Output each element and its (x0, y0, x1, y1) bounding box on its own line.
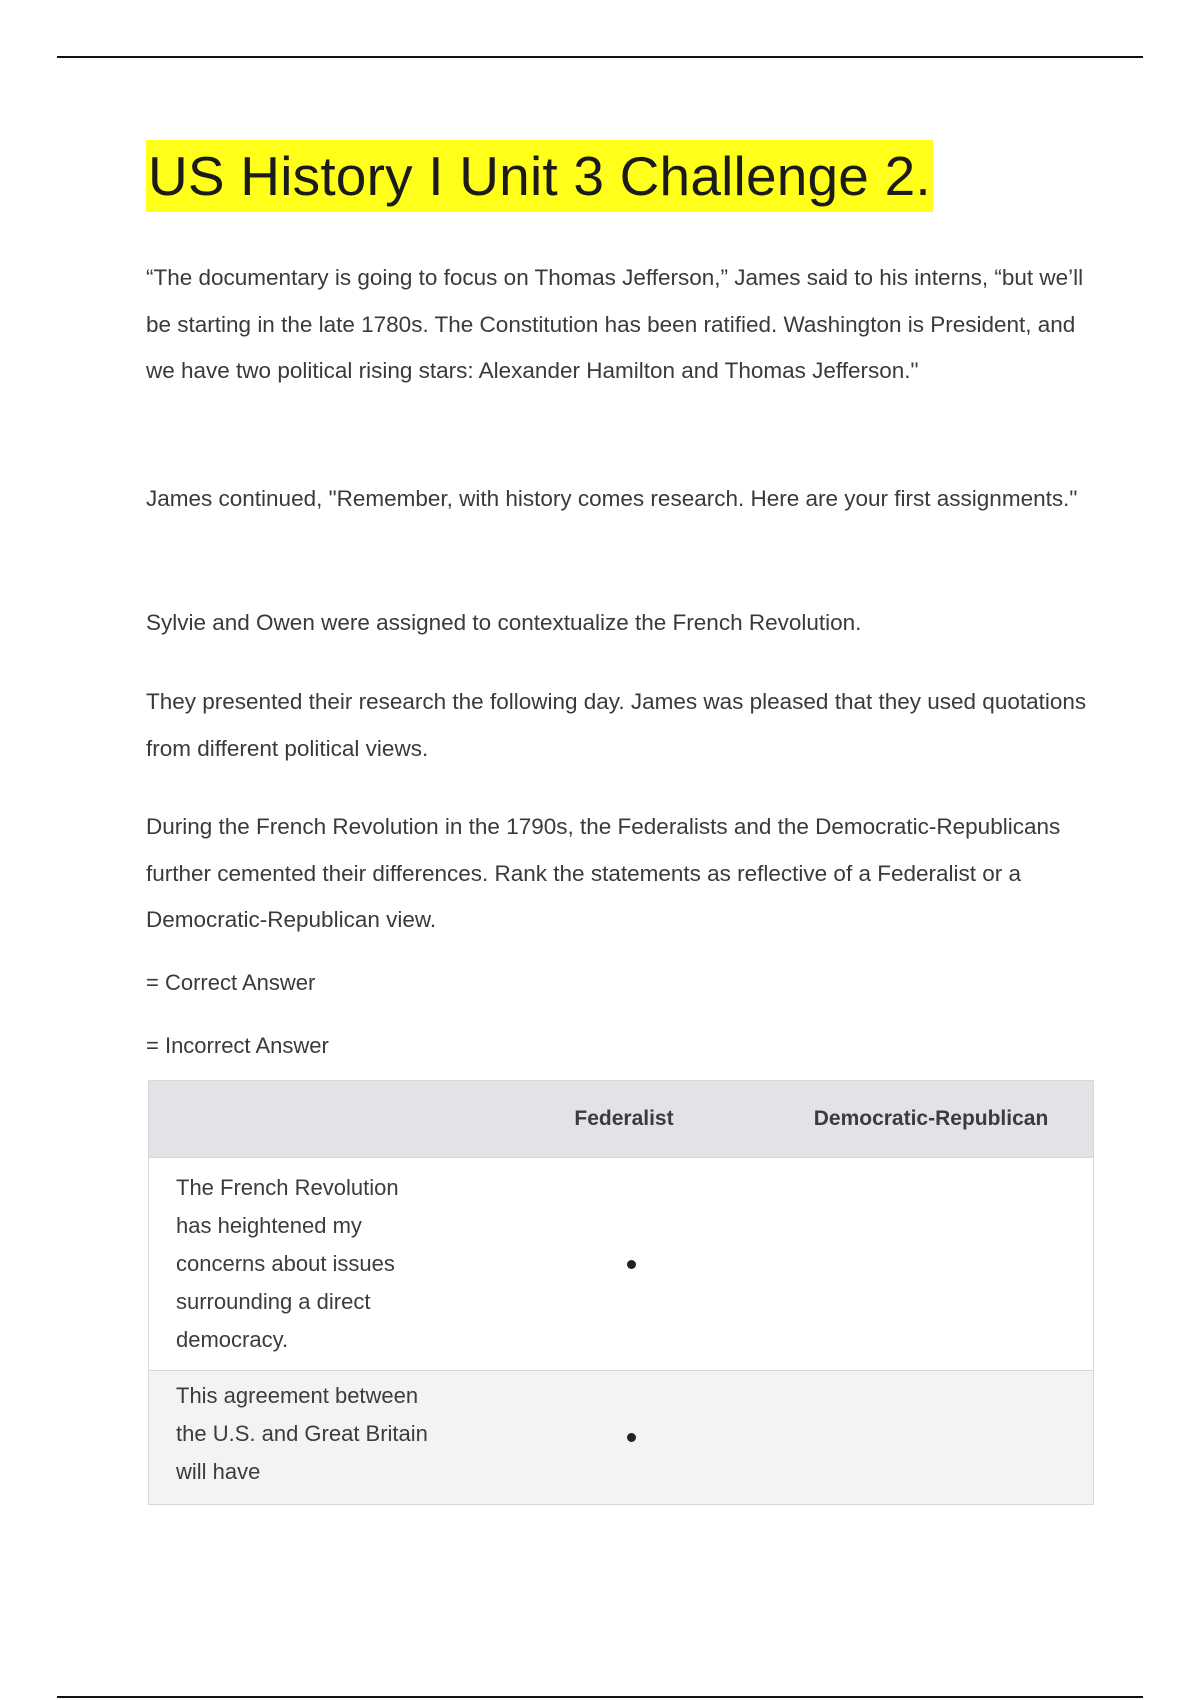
document-body (146, 140, 1106, 1058)
table-row (149, 1157, 1093, 1370)
legend-correct: = Correct Answer (146, 970, 316, 995)
selected-dot-icon (627, 1260, 636, 1269)
statement-cell: The French Revolution has heightened my concerns about issues surrounding a direct democracy. (176, 1175, 399, 1352)
federalist-cell[interactable] (479, 1433, 769, 1442)
statement-cell: This agreement between the U.S. and Great Britain will have (176, 1383, 428, 1484)
bottom-rule (57, 1696, 1143, 1698)
paragraph-continued: James continued, "Remember, with history comes research. Here are your first assignments." (146, 486, 1078, 511)
table-row (149, 1370, 1093, 1504)
paragraph-assignment: Sylvie and Owen were assigned to contextualize the French Revolution. (146, 610, 862, 635)
federalist-cell[interactable] (479, 1260, 769, 1269)
selected-dot-icon (627, 1433, 636, 1442)
page-title: US History I Unit 3 Challenge 2. (146, 140, 933, 212)
answer-table (148, 1080, 1094, 1505)
paragraph-question: During the French Revolution in the 1790s, the Federalists and the Democratic-Republicans further cemented their differences. Rank the statements as reflective of a Federalist or a Democratic-Republican view. (146, 814, 1061, 932)
top-rule (57, 56, 1143, 58)
legend-incorrect: = Incorrect Answer (146, 1033, 329, 1058)
paragraph-research: They presented their research the following day. James was pleased that they used quotations from different political views. (146, 689, 1087, 761)
header-federalist: Federalist (574, 1107, 674, 1130)
header-democratic-republican: Democratic-Republican (813, 1107, 1049, 1130)
paragraph-intro: “The documentary is going to focus on Thomas Jefferson,” James said to his interns, “but we’ll be starting in the late 1780s. The Constitution has been ratified. Washington is President, and we have two political rising stars: Alexander Hamilton and Thomas Jefferson." (146, 265, 1084, 383)
table-header (149, 1081, 1093, 1157)
